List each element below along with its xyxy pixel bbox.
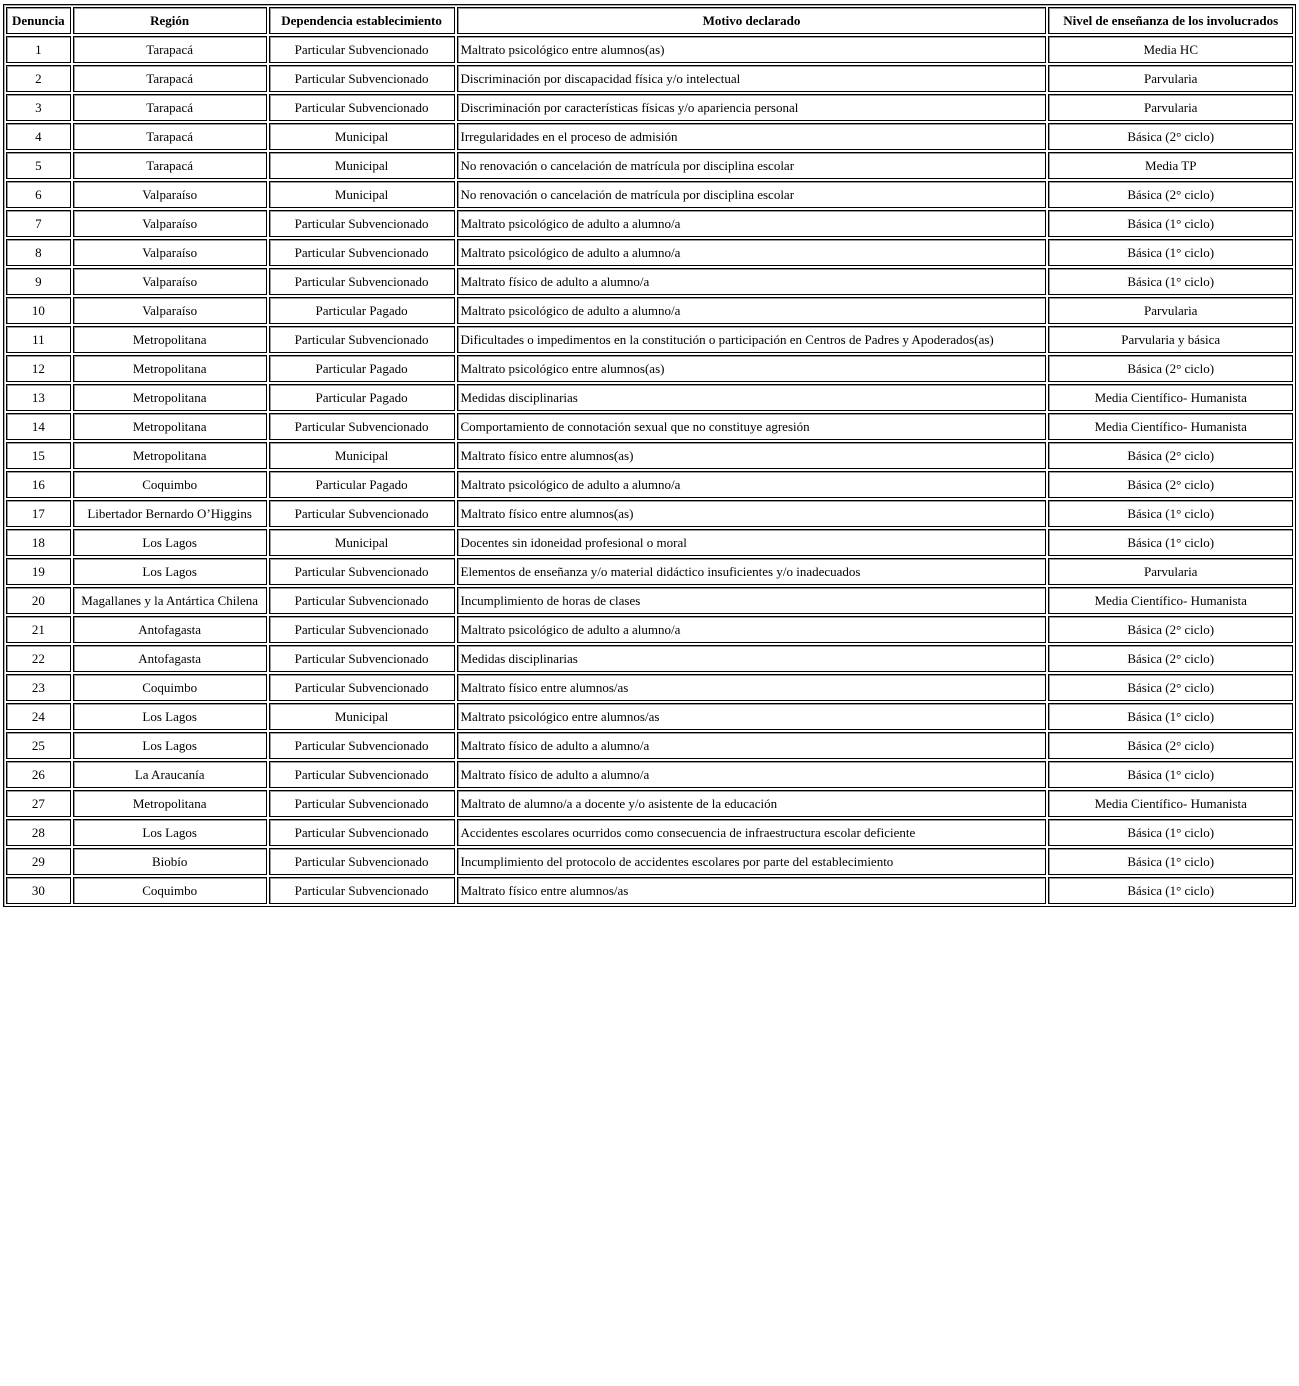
cell-nivel: Media Científico- Humanista [1048, 384, 1293, 411]
header-denuncia: Denuncia [6, 7, 71, 34]
cell-motivo: Maltrato de alumno/a a docente y/o asistente de la educación [457, 790, 1047, 817]
cell-dependencia: Particular Pagado [269, 297, 455, 324]
cell-dependencia: Particular Pagado [269, 384, 455, 411]
cell-dependencia: Particular Subvencionado [269, 790, 455, 817]
table-row [6, 761, 1293, 788]
cell-denuncia: 19 [6, 558, 71, 585]
table-row [6, 297, 1293, 324]
table-body [6, 36, 1293, 904]
cell-motivo: Irregularidades en el proceso de admisión [457, 123, 1047, 150]
cell-motivo: Maltrato físico entre alumnos(as) [457, 500, 1047, 527]
cell-denuncia: 21 [6, 616, 71, 643]
cell-nivel: Media Científico- Humanista [1048, 790, 1293, 817]
cell-denuncia: 2 [6, 65, 71, 92]
cell-region: Valparaíso [73, 181, 267, 208]
cell-denuncia: 11 [6, 326, 71, 353]
cell-region: Metropolitana [73, 355, 267, 382]
table-row [6, 413, 1293, 440]
cell-region: Los Lagos [73, 819, 267, 846]
cell-denuncia: 22 [6, 645, 71, 672]
cell-denuncia: 10 [6, 297, 71, 324]
cell-nivel: Media TP [1048, 152, 1293, 179]
cell-region: Magallanes y la Antártica Chilena [73, 587, 267, 614]
table-row [6, 210, 1293, 237]
table-row [6, 790, 1293, 817]
table-row [6, 65, 1293, 92]
cell-denuncia: 30 [6, 877, 71, 904]
cell-nivel: Básica (2° ciclo) [1048, 123, 1293, 150]
cell-dependencia: Municipal [269, 529, 455, 556]
cell-denuncia: 9 [6, 268, 71, 295]
cell-region: Metropolitana [73, 413, 267, 440]
table-row [6, 848, 1293, 875]
table-row [6, 94, 1293, 121]
cell-denuncia: 16 [6, 471, 71, 498]
cell-nivel: Básica (1° ciclo) [1048, 239, 1293, 266]
cell-dependencia: Particular Subvencionado [269, 587, 455, 614]
cell-region: Antofagasta [73, 616, 267, 643]
cell-dependencia: Particular Subvencionado [269, 848, 455, 875]
cell-motivo: Maltrato psicológico entre alumnos/as [457, 703, 1047, 730]
cell-motivo: Maltrato psicológico de adulto a alumno/a [457, 239, 1047, 266]
cell-dependencia: Particular Subvencionado [269, 877, 455, 904]
cell-denuncia: 25 [6, 732, 71, 759]
header-region: Región [73, 7, 267, 34]
cell-dependencia: Particular Subvencionado [269, 413, 455, 440]
cell-nivel: Básica (2° ciclo) [1048, 645, 1293, 672]
cell-dependencia: Particular Subvencionado [269, 94, 455, 121]
cell-motivo: Maltrato físico de adulto a alumno/a [457, 761, 1047, 788]
table-row [6, 529, 1293, 556]
cell-region: Libertador Bernardo O’Higgins [73, 500, 267, 527]
cell-motivo: Maltrato psicológico de adulto a alumno/a [457, 471, 1047, 498]
cell-denuncia: 29 [6, 848, 71, 875]
cell-dependencia: Particular Subvencionado [269, 674, 455, 701]
cell-nivel: Básica (1° ciclo) [1048, 848, 1293, 875]
denuncias-table [3, 4, 1296, 907]
cell-region: Los Lagos [73, 529, 267, 556]
cell-denuncia: 17 [6, 500, 71, 527]
table-row [6, 239, 1293, 266]
cell-dependencia: Municipal [269, 703, 455, 730]
cell-nivel: Básica (1° ciclo) [1048, 268, 1293, 295]
cell-region: Coquimbo [73, 877, 267, 904]
table-row [6, 123, 1293, 150]
cell-region: La Araucanía [73, 761, 267, 788]
cell-region: Biobío [73, 848, 267, 875]
cell-dependencia: Particular Subvencionado [269, 268, 455, 295]
cell-motivo: Incumplimiento del protocolo de accidentes escolares por parte del establecimiento [457, 848, 1047, 875]
table-row [6, 500, 1293, 527]
table-row [6, 384, 1293, 411]
cell-dependencia: Particular Subvencionado [269, 239, 455, 266]
table-row [6, 587, 1293, 614]
cell-region: Los Lagos [73, 732, 267, 759]
cell-denuncia: 18 [6, 529, 71, 556]
table-row [6, 442, 1293, 469]
cell-denuncia: 8 [6, 239, 71, 266]
cell-nivel: Parvularia [1048, 297, 1293, 324]
cell-nivel: Básica (1° ciclo) [1048, 210, 1293, 237]
cell-region: Metropolitana [73, 790, 267, 817]
cell-dependencia: Municipal [269, 181, 455, 208]
table-row [6, 732, 1293, 759]
cell-region: Valparaíso [73, 239, 267, 266]
cell-dependencia: Particular Subvencionado [269, 36, 455, 63]
cell-nivel: Básica (1° ciclo) [1048, 500, 1293, 527]
cell-motivo: Docentes sin idoneidad profesional o moral [457, 529, 1047, 556]
cell-dependencia: Municipal [269, 123, 455, 150]
table-row [6, 181, 1293, 208]
cell-dependencia: Particular Subvencionado [269, 65, 455, 92]
header-dependencia: Dependencia establecimiento [269, 7, 455, 34]
cell-region: Metropolitana [73, 326, 267, 353]
table-row [6, 36, 1293, 63]
table-row [6, 674, 1293, 701]
cell-motivo: Discriminación por discapacidad física y/o intelectual [457, 65, 1047, 92]
cell-motivo: Medidas disciplinarias [457, 645, 1047, 672]
cell-motivo: Maltrato psicológico de adulto a alumno/a [457, 210, 1047, 237]
cell-motivo: Maltrato físico de adulto a alumno/a [457, 268, 1047, 295]
cell-motivo: Accidentes escolares ocurridos como consecuencia de infraestructura escolar deficiente [457, 819, 1047, 846]
cell-motivo: Maltrato físico entre alumnos/as [457, 674, 1047, 701]
cell-region: Tarapacá [73, 152, 267, 179]
cell-nivel: Básica (2° ciclo) [1048, 674, 1293, 701]
cell-nivel: Básica (1° ciclo) [1048, 703, 1293, 730]
cell-motivo: Dificultades o impedimentos en la constitución o participación en Centros de Padres y Apoderados(as) [457, 326, 1047, 353]
cell-region: Los Lagos [73, 558, 267, 585]
cell-dependencia: Particular Subvencionado [269, 819, 455, 846]
cell-motivo: Maltrato psicológico de adulto a alumno/a [457, 297, 1047, 324]
cell-region: Antofagasta [73, 645, 267, 672]
cell-denuncia: 27 [6, 790, 71, 817]
cell-dependencia: Particular Pagado [269, 355, 455, 382]
cell-dependencia: Particular Subvencionado [269, 645, 455, 672]
cell-nivel: Media HC [1048, 36, 1293, 63]
cell-denuncia: 20 [6, 587, 71, 614]
cell-denuncia: 14 [6, 413, 71, 440]
header-motivo: Motivo declarado [457, 7, 1047, 34]
cell-motivo: Elementos de enseñanza y/o material didáctico insuficientes y/o inadecuados [457, 558, 1047, 585]
cell-region: Tarapacá [73, 36, 267, 63]
table-row [6, 645, 1293, 672]
cell-dependencia: Particular Subvencionado [269, 326, 455, 353]
table-row [6, 558, 1293, 585]
cell-nivel: Básica (1° ciclo) [1048, 529, 1293, 556]
cell-denuncia: 13 [6, 384, 71, 411]
cell-dependencia: Particular Subvencionado [269, 210, 455, 237]
header-nivel: Nivel de enseñanza de los involucrados [1048, 7, 1293, 34]
table-row [6, 268, 1293, 295]
cell-nivel: Básica (1° ciclo) [1048, 877, 1293, 904]
cell-nivel: Básica (2° ciclo) [1048, 442, 1293, 469]
cell-denuncia: 3 [6, 94, 71, 121]
cell-region: Los Lagos [73, 703, 267, 730]
cell-motivo: Maltrato psicológico de adulto a alumno/a [457, 616, 1047, 643]
cell-motivo: Maltrato físico entre alumnos(as) [457, 442, 1047, 469]
table-row [6, 703, 1293, 730]
table-row [6, 877, 1293, 904]
cell-motivo: Maltrato físico entre alumnos/as [457, 877, 1047, 904]
cell-nivel: Media Científico- Humanista [1048, 413, 1293, 440]
cell-motivo: Medidas disciplinarias [457, 384, 1047, 411]
cell-dependencia: Particular Pagado [269, 471, 455, 498]
cell-nivel: Básica (2° ciclo) [1048, 355, 1293, 382]
cell-nivel: Media Científico- Humanista [1048, 587, 1293, 614]
cell-region: Valparaíso [73, 297, 267, 324]
cell-region: Tarapacá [73, 123, 267, 150]
cell-region: Coquimbo [73, 674, 267, 701]
cell-motivo: Incumplimiento de horas de clases [457, 587, 1047, 614]
cell-denuncia: 5 [6, 152, 71, 179]
cell-region: Tarapacá [73, 65, 267, 92]
cell-denuncia: 28 [6, 819, 71, 846]
cell-nivel: Básica (2° ciclo) [1048, 471, 1293, 498]
cell-nivel: Parvularia [1048, 94, 1293, 121]
cell-denuncia: 4 [6, 123, 71, 150]
cell-motivo: Comportamiento de connotación sexual que no constituye agresión [457, 413, 1047, 440]
cell-motivo: No renovación o cancelación de matrícula por disciplina escolar [457, 181, 1047, 208]
cell-dependencia: Municipal [269, 442, 455, 469]
cell-denuncia: 23 [6, 674, 71, 701]
cell-motivo: Maltrato psicológico entre alumnos(as) [457, 36, 1047, 63]
cell-nivel: Básica (1° ciclo) [1048, 819, 1293, 846]
cell-region: Metropolitana [73, 384, 267, 411]
cell-nivel: Básica (2° ciclo) [1048, 732, 1293, 759]
table-row [6, 819, 1293, 846]
table-row [6, 355, 1293, 382]
cell-denuncia: 7 [6, 210, 71, 237]
cell-denuncia: 1 [6, 36, 71, 63]
cell-denuncia: 15 [6, 442, 71, 469]
cell-motivo: Maltrato psicológico entre alumnos(as) [457, 355, 1047, 382]
cell-dependencia: Particular Subvencionado [269, 500, 455, 527]
cell-nivel: Básica (2° ciclo) [1048, 616, 1293, 643]
cell-nivel: Básica (1° ciclo) [1048, 761, 1293, 788]
cell-denuncia: 24 [6, 703, 71, 730]
cell-region: Valparaíso [73, 210, 267, 237]
cell-motivo: No renovación o cancelación de matrícula por disciplina escolar [457, 152, 1047, 179]
cell-nivel: Básica (2° ciclo) [1048, 181, 1293, 208]
cell-denuncia: 26 [6, 761, 71, 788]
table-row [6, 471, 1293, 498]
header-row [6, 7, 1293, 34]
cell-region: Metropolitana [73, 442, 267, 469]
cell-nivel: Parvularia [1048, 558, 1293, 585]
cell-region: Valparaíso [73, 268, 267, 295]
cell-dependencia: Municipal [269, 152, 455, 179]
cell-dependencia: Particular Subvencionado [269, 616, 455, 643]
cell-nivel: Parvularia [1048, 65, 1293, 92]
cell-motivo: Discriminación por características físicas y/o apariencia personal [457, 94, 1047, 121]
cell-dependencia: Particular Subvencionado [269, 732, 455, 759]
cell-dependencia: Particular Subvencionado [269, 761, 455, 788]
table-row [6, 152, 1293, 179]
table-row [6, 616, 1293, 643]
cell-nivel: Parvularia y básica [1048, 326, 1293, 353]
cell-motivo: Maltrato físico de adulto a alumno/a [457, 732, 1047, 759]
table-row [6, 326, 1293, 353]
cell-region: Tarapacá [73, 94, 267, 121]
cell-region: Coquimbo [73, 471, 267, 498]
cell-denuncia: 12 [6, 355, 71, 382]
cell-denuncia: 6 [6, 181, 71, 208]
cell-dependencia: Particular Subvencionado [269, 558, 455, 585]
